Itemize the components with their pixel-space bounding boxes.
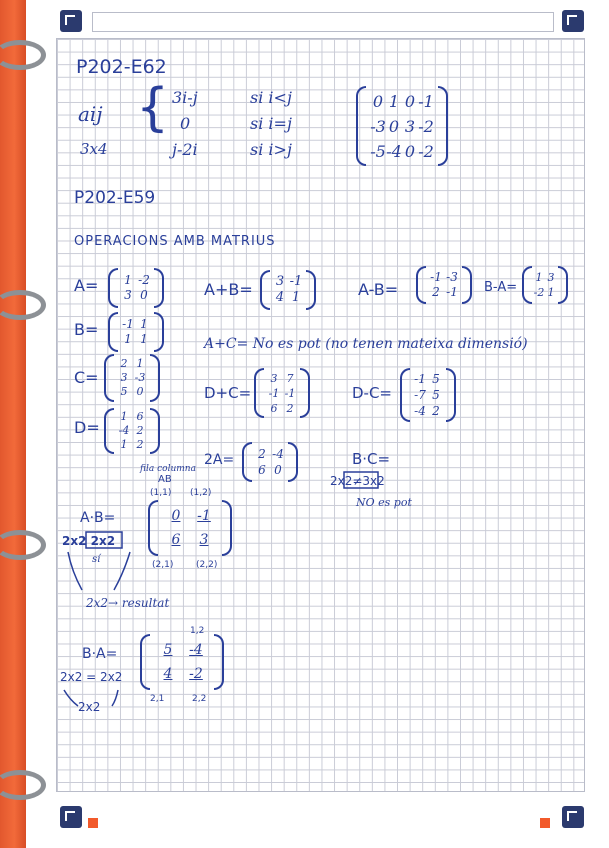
cell: 0 <box>372 91 384 111</box>
subheading-operacions: OPERACIONS AMB MATRIUS <box>74 234 276 249</box>
cell: -3 <box>446 270 458 284</box>
cell: 1 <box>124 273 132 287</box>
index: (1,2) <box>190 488 212 498</box>
cell: 3 <box>270 371 278 385</box>
cell: 6 <box>136 410 144 423</box>
cell: 1 <box>547 286 555 299</box>
cell: 6 <box>171 532 181 548</box>
cell: 1 <box>535 271 543 284</box>
cell: 6 <box>258 463 266 477</box>
orange-marker <box>88 818 98 828</box>
cell: 2 <box>258 447 266 461</box>
label-BminusA: B-A= <box>484 280 518 295</box>
cell: -1 <box>446 285 458 299</box>
brand-logo-icon <box>60 10 82 32</box>
label-AB: A·B= <box>80 510 116 526</box>
result-AB: 2x2→ resultat <box>86 596 170 610</box>
cell: -7 <box>414 388 426 402</box>
case-expr: 3i-j <box>172 88 198 107</box>
cell: 5 <box>432 388 440 402</box>
cell: 5 <box>432 372 440 386</box>
matrix-e62 <box>356 86 448 166</box>
matrix-AB <box>148 500 232 556</box>
cell: 1 <box>140 332 148 346</box>
cell: 1 <box>120 410 128 423</box>
matrix-B <box>108 312 164 352</box>
cell: 5 <box>163 642 173 658</box>
cell: 3 <box>275 274 285 289</box>
cell: 1 <box>124 332 132 346</box>
cell: 4 <box>163 666 173 682</box>
cell: 3 <box>124 288 132 302</box>
matrix-DminusC <box>400 368 456 422</box>
matrix-BminusA <box>522 266 568 304</box>
cell: 0 <box>404 91 416 111</box>
cell: 5 <box>120 385 128 398</box>
cell: 3 <box>199 532 209 548</box>
cell: 1 <box>291 290 301 305</box>
index: 2,1 <box>150 694 165 704</box>
index: (2,1) <box>152 560 174 570</box>
binder-ring <box>0 530 46 560</box>
label-B: B= <box>74 320 99 339</box>
cell: -2 <box>138 273 150 287</box>
cell: -2 <box>533 286 545 299</box>
matrix-AminusB <box>416 266 472 304</box>
cell: -1 <box>122 317 134 331</box>
cell: -2 <box>418 141 434 161</box>
label-AminusB: A-B= <box>358 280 399 299</box>
label-A: A= <box>74 276 99 295</box>
cell: 2 <box>286 401 294 415</box>
cell: 1 <box>136 357 144 370</box>
dims-BC: 2x2≠3x2 <box>330 474 385 488</box>
matrix-DplusC <box>254 368 310 418</box>
cell: 2 <box>432 285 440 299</box>
index: (1,1) <box>150 488 172 498</box>
cell: 3 <box>404 116 416 136</box>
binder-edge <box>0 0 26 848</box>
cell: -1 <box>414 372 426 386</box>
cell: 6 <box>270 401 278 415</box>
dims-label: 3x4 <box>80 140 108 158</box>
cell: -1 <box>268 386 280 400</box>
index: (2,2) <box>196 560 218 570</box>
dims-BA: 2x2 = 2x2 <box>60 670 123 684</box>
label-C: C= <box>74 368 99 387</box>
cell: 3 <box>120 371 128 384</box>
cell: -1 <box>284 386 296 400</box>
result-BA: 2x2 <box>78 700 101 714</box>
cell: -2 <box>189 666 203 682</box>
case-expr: j-2i <box>172 140 198 159</box>
cell: 2 <box>120 357 128 370</box>
case-cond: si i>j <box>250 140 292 159</box>
label-D: D= <box>74 418 100 437</box>
label-BC: B·C= <box>352 450 391 468</box>
dims-AB: 2x2 2x2 <box>62 534 116 548</box>
cell: -4 <box>414 404 426 418</box>
label-DminusC: D-C= <box>352 384 393 402</box>
cell: 0 <box>274 463 282 477</box>
brand-logo-icon <box>562 10 584 32</box>
label-2A: 2A= <box>204 452 235 468</box>
cell: -4 <box>272 447 284 461</box>
note-fila-columna: fila columna <box>140 464 196 474</box>
cell: -2 <box>418 116 434 136</box>
aij-label: aij <box>78 102 103 126</box>
cell: 1 <box>140 317 148 331</box>
cell: 3 <box>547 271 555 284</box>
header-bar <box>92 12 554 32</box>
cell: -3 <box>370 116 386 136</box>
matrix-AplusB <box>260 270 316 310</box>
cell: 0 <box>171 508 181 524</box>
binder-ring <box>0 770 46 800</box>
index: 1,2 <box>190 626 205 636</box>
matrix-BA <box>140 634 224 690</box>
label-BA: B·A= <box>82 646 118 662</box>
cell: 0 <box>136 385 144 398</box>
cell: 2 <box>136 424 144 437</box>
cell: -4 <box>386 141 402 161</box>
cell: 2 <box>136 438 144 451</box>
cell: -1 <box>418 91 434 111</box>
note-BC: NO es pot <box>356 496 412 509</box>
brand-logo-icon <box>60 806 82 828</box>
cell: -5 <box>370 141 386 161</box>
cell: -1 <box>289 274 303 289</box>
heading-e62: P202-E62 <box>76 56 167 78</box>
text-AplusC: A+C= No es pot (no tenen mateixa dimensió) <box>204 336 528 352</box>
cell: 1 <box>388 91 400 111</box>
case-cond: si i<j <box>250 88 292 107</box>
cell: 4 <box>275 290 285 305</box>
brace: { <box>136 78 170 138</box>
heading-e59: P202-E59 <box>74 188 156 208</box>
cell: 0 <box>388 116 400 136</box>
matrix-D <box>104 408 160 454</box>
matrix-A <box>108 268 164 308</box>
cell: -4 <box>189 642 203 658</box>
label-AB-top: AB <box>158 474 172 485</box>
brand-logo-icon <box>562 806 584 828</box>
case-cond: si i=j <box>250 114 292 133</box>
binder-ring <box>0 290 46 320</box>
index: 2,2 <box>192 694 207 704</box>
cell: 7 <box>286 371 294 385</box>
cell: -4 <box>118 424 130 437</box>
binder-ring <box>0 40 46 70</box>
cell: -1 <box>430 270 442 284</box>
cell: -3 <box>134 371 146 384</box>
orange-marker <box>540 818 550 828</box>
cell: -1 <box>197 508 211 524</box>
cell: 2 <box>432 404 440 418</box>
matrix-2A <box>242 442 298 482</box>
label-DplusC: D+C= <box>204 384 252 402</box>
matrix-C <box>104 354 160 402</box>
label-AplusB: A+B= <box>204 280 253 299</box>
si-label: sí <box>92 554 101 565</box>
cell: 0 <box>404 141 416 161</box>
cell: 0 <box>140 288 148 302</box>
case-expr: 0 <box>180 114 191 133</box>
cell: 1 <box>120 438 128 451</box>
